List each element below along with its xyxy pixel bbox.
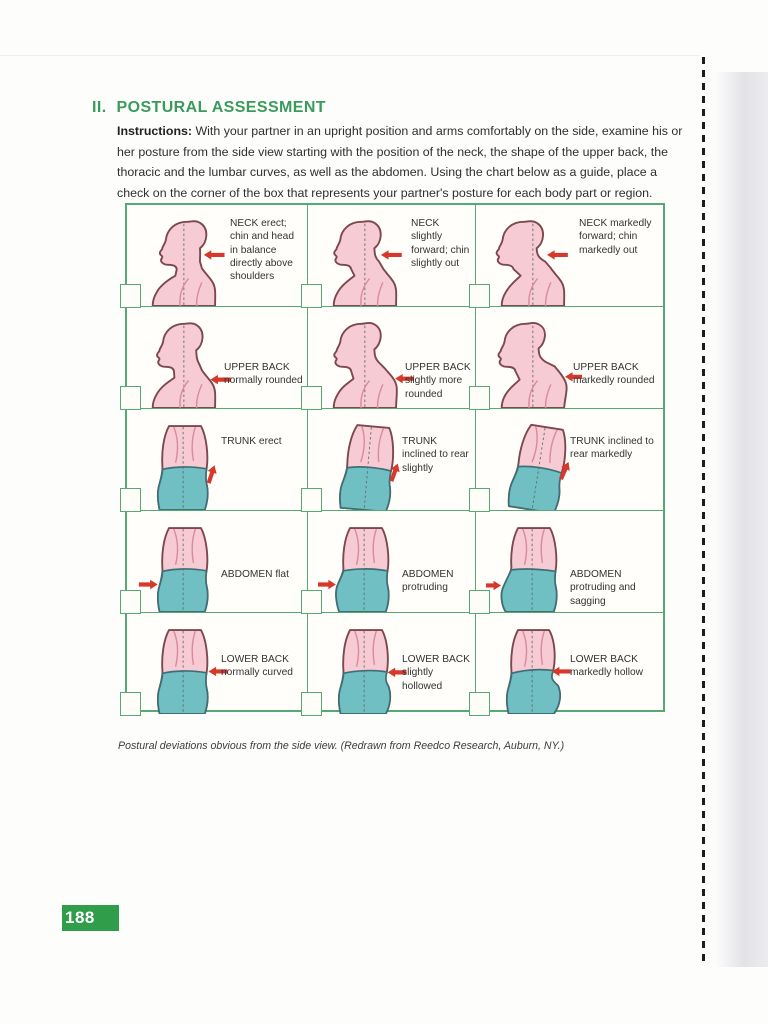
cell-label: UPPER BACK slightly more rounded (405, 362, 471, 400)
figure-upper-back-normally-rounded-illustration (145, 321, 236, 408)
cut-line-dashed-rule (702, 57, 705, 965)
chart-cell-trunk-inclined-rear-slightly (308, 409, 476, 510)
cell-label: TRUNK inclined to rear slightly (402, 436, 469, 474)
chart-cell-neck-erect (127, 205, 308, 306)
cell-label: UPPER BACK normally rounded (224, 362, 303, 387)
cell-label: TRUNK erect (221, 436, 282, 447)
figure-abdomen-protruding-sagging-illustration (486, 525, 582, 612)
page-fold-line (0, 55, 700, 56)
page-number: 188 (65, 908, 95, 927)
chart-cell-lower-back-slightly-hollowed (308, 613, 476, 714)
chart-row-abdomen (127, 511, 663, 613)
cell-label: LOWER BACK slightly hollowed (402, 654, 470, 692)
chart-cell-abdomen-protruding (308, 511, 476, 612)
section-heading (92, 99, 326, 117)
check-box (120, 692, 141, 716)
chart-cell-neck-markedly-forward (476, 205, 663, 306)
chart-row-neck (127, 205, 663, 307)
cell-label: NECK slightly forward; chin slightly out (411, 218, 470, 269)
chart-cell-neck-slightly-forward (308, 205, 476, 306)
section-number: II. (92, 99, 107, 116)
figure-neck-markedly-forward-illustration (494, 219, 585, 306)
chart-cell-upper-back-slightly-more-rounded (308, 307, 476, 408)
check-box (120, 488, 141, 512)
cell-label: NECK markedly forward; chin markedly out (579, 218, 652, 256)
check-box (469, 488, 490, 512)
cell-label: UPPER BACK markedly rounded (573, 362, 655, 387)
cell-label: NECK erect; chin and head in balance directly above shoulders (230, 218, 295, 282)
chart-cell-upper-back-markedly-rounded (476, 307, 663, 408)
check-box (469, 590, 490, 614)
check-box (301, 692, 322, 716)
red-arrow-icon (486, 581, 501, 590)
red-arrow-icon (381, 250, 402, 259)
chart-cell-abdomen-protruding-sagging (476, 511, 663, 612)
cell-label: LOWER BACK normally curved (221, 654, 293, 679)
cell-label: LOWER BACK markedly hollow (570, 654, 644, 679)
chart-row-upper-back (127, 307, 663, 409)
instructions-label: Instructions: (117, 124, 193, 138)
figure-lower-back-normally-curved-illustration (137, 627, 233, 714)
page-title: POSTURAL ASSESSMENT (116, 99, 326, 116)
chart-cell-lower-back-normally-curved (127, 613, 308, 714)
figure-caption: Postural deviations obvious from the side view. (Redrawn from Reedco Research, Auburn, NY.) (118, 740, 565, 752)
figure-upper-back-markedly-rounded-illustration (494, 321, 585, 408)
check-box (301, 284, 322, 308)
chart-cell-trunk-inclined-rear-markedly (476, 409, 663, 510)
figure-neck-slightly-forward-illustration (326, 219, 417, 306)
page-number-badge (62, 905, 119, 931)
check-box (301, 590, 322, 614)
figure-neck-erect-illustration (145, 219, 236, 306)
instructions-text: With your partner in an upright position and arms comfortably on the side, examine his or her posture from the side view starting with the position of the neck, the shape of the upper back, the thoracic and the lumbar curves, as well as the abdomen. Using the chart below as a guide, place a check on the corner of the box that represents your partner's posture for each body part or region. (117, 124, 683, 200)
figure-lower-back-slightly-hollowed-illustration (318, 627, 414, 714)
check-box (120, 284, 141, 308)
check-box (120, 590, 141, 614)
chart-cell-lower-back-markedly-hollow (476, 613, 663, 714)
chart-cell-trunk-erect (127, 409, 308, 510)
figure-abdomen-flat-illustration (137, 525, 233, 612)
instructions-paragraph (117, 121, 685, 203)
cell-label: ABDOMEN flat (221, 569, 289, 580)
figure-abdomen-protruding-illustration (318, 525, 414, 612)
figure-trunk-inclined-rear-slightly-illustration (318, 423, 414, 510)
red-arrow-icon (139, 580, 158, 589)
chart-row-lower-back (127, 613, 663, 714)
page-edge-shadow (714, 72, 768, 967)
figure-trunk-erect-illustration (137, 423, 233, 510)
cell-label: ABDOMEN protruding and sagging (570, 569, 636, 607)
figure-upper-back-slightly-more-rounded-illustration (326, 321, 417, 408)
cell-label: TRUNK inclined to rear markedly (570, 436, 654, 461)
chart-cell-abdomen-flat (127, 511, 308, 612)
check-box (469, 284, 490, 308)
chart-row-trunk (127, 409, 663, 511)
red-arrow-icon (204, 250, 225, 259)
check-box (301, 488, 322, 512)
figure-lower-back-markedly-hollow-illustration (486, 627, 582, 714)
check-box (469, 692, 490, 716)
assessment-chart (125, 203, 665, 712)
check-box (469, 386, 490, 410)
check-box (120, 386, 141, 410)
red-arrow-icon (318, 580, 336, 589)
check-box (301, 386, 322, 410)
cell-label: ABDOMEN protruding (402, 569, 454, 594)
chart-cell-upper-back-normally-rounded (127, 307, 308, 408)
red-arrow-icon (547, 250, 568, 259)
figure-trunk-inclined-rear-markedly-illustration (486, 423, 582, 510)
